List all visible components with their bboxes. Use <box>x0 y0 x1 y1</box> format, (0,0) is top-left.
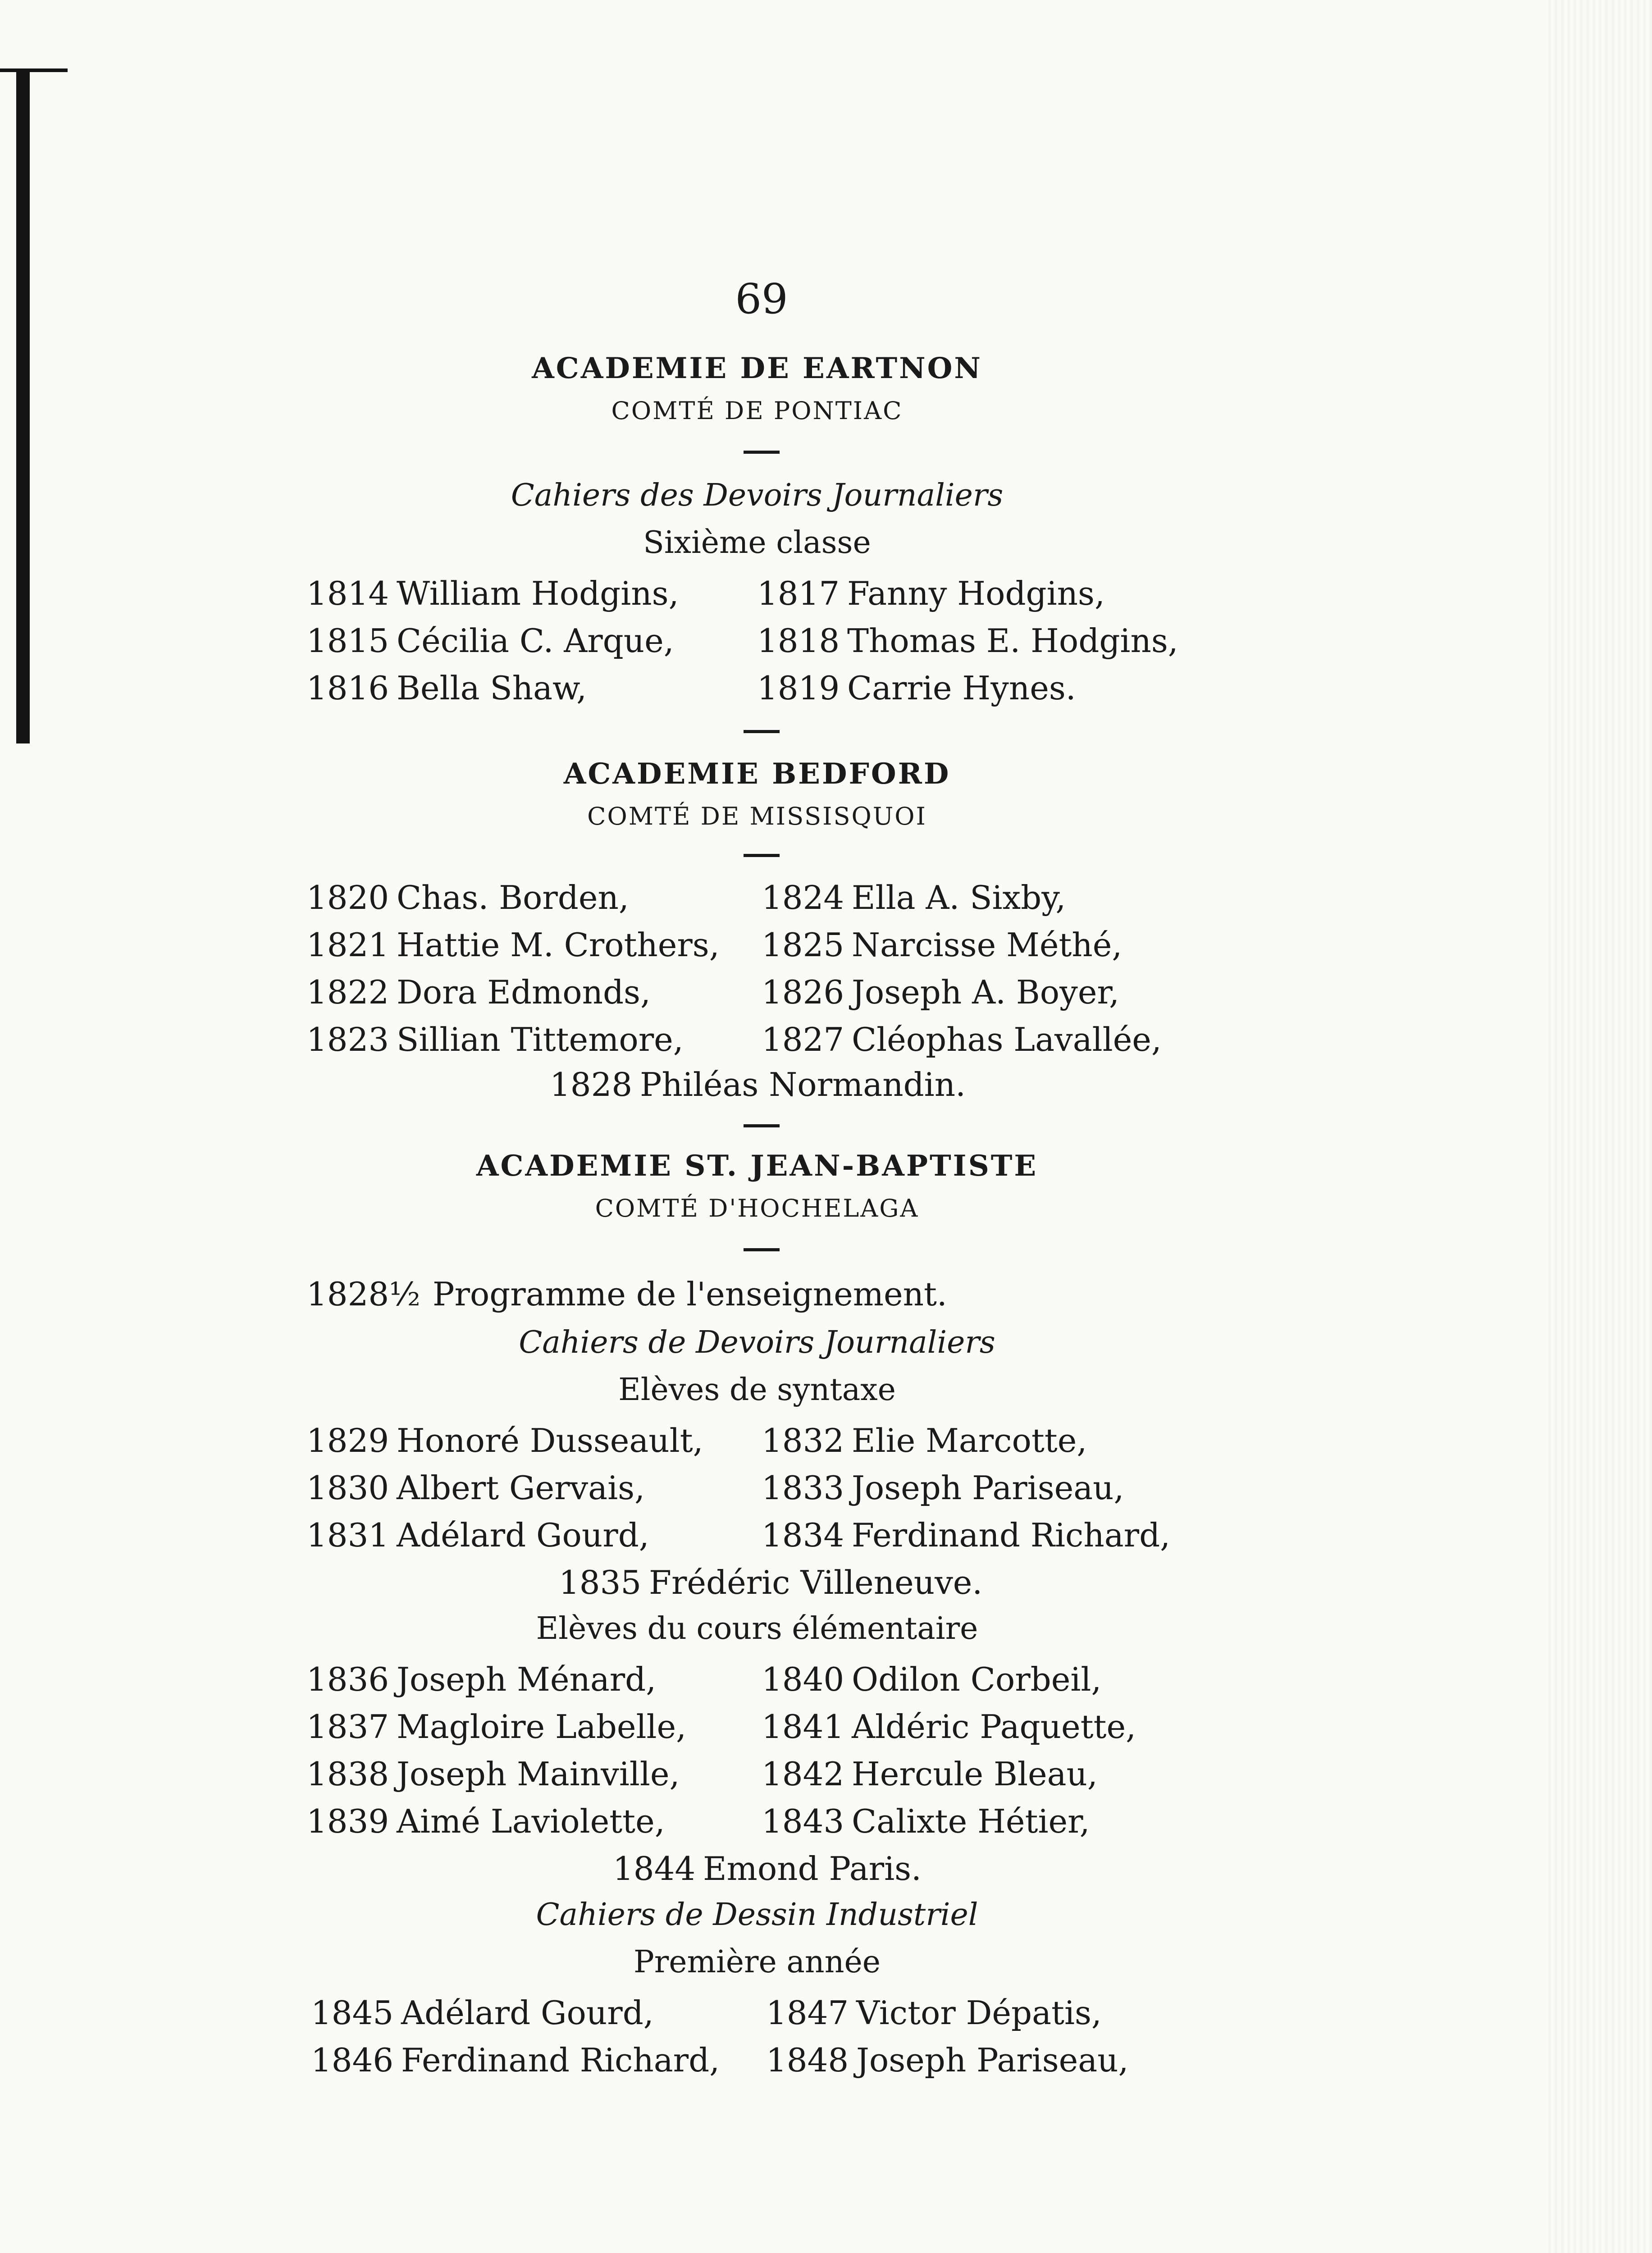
list-item: 1823 Sillian Tittemore, <box>306 1021 684 1058</box>
list-item: 1838 Joseph Mainville, <box>306 1755 680 1793</box>
list-item: 1821 Hattie M. Crothers, <box>306 926 720 964</box>
list-item: 1814 William Hodgins, <box>306 575 679 612</box>
list-item: 1818 Thomas E. Hodgins, <box>757 622 1178 660</box>
page-number: 69 <box>735 275 788 323</box>
section-county: COMTÉ DE MISSISQUOI <box>587 802 927 830</box>
programme-entry: 1828½ Programme de l'enseignement. <box>306 1275 947 1313</box>
list-item: 1846 Ferdinand Richard, <box>311 2041 720 2079</box>
list-item: 1830 Albert Gervais, <box>306 1469 645 1507</box>
section-end-dash <box>744 1124 780 1127</box>
list-item: 1839 Aimé Laviolette, <box>306 1802 665 1840</box>
list-item: 1843 Calixte Hétier, <box>762 1802 1090 1840</box>
section-dash <box>744 451 780 454</box>
section-subtitle: Cahiers des Devoirs Journaliers <box>511 478 1004 513</box>
group-label: Première année <box>634 1944 881 1980</box>
list-item: 1847 Victor Dépatis, <box>766 1994 1102 2032</box>
list-item: 1820 Chas. Borden, <box>306 879 629 917</box>
list-item: 1822 Dora Edmonds, <box>306 973 651 1011</box>
section-county: COMTÉ DE PONTIAC <box>611 397 903 425</box>
margin-rule <box>16 72 30 743</box>
center-entry: 1844 Emond Paris. <box>613 1850 922 1888</box>
section-dash <box>744 1248 780 1251</box>
center-entry: 1835 Frédéric Villeneuve. <box>559 1564 983 1601</box>
section-county: COMTÉ D'HOCHELAGA <box>595 1194 919 1222</box>
list-item: 1827 Cléophas Lavallée, <box>762 1021 1162 1058</box>
list-item: 1829 Honoré Dusseault, <box>306 1422 703 1459</box>
list-item: 1831 Adélard Gourd, <box>306 1516 649 1554</box>
group-label: Elèves du cours élémentaire <box>536 1611 978 1646</box>
group-label: Elèves de syntaxe <box>618 1372 896 1408</box>
list-item: 1816 Bella Shaw, <box>306 669 587 707</box>
list-item: 1825 Narcisse Méthé, <box>762 926 1123 964</box>
list-item: 1848 Joseph Pariseau, <box>766 2041 1129 2079</box>
list-item: 1824 Ella A. Sixby, <box>762 879 1066 917</box>
section-end-dash <box>744 730 780 733</box>
section-dash <box>744 854 780 857</box>
center-entry: 1828 Philéas Normandin. <box>550 1066 966 1104</box>
list-item: 1815 Cécilia C. Arque, <box>306 622 674 660</box>
list-item: 1819 Carrie Hynes. <box>757 669 1076 707</box>
margin-rule-cap <box>0 68 68 72</box>
page-edge-texture <box>1548 0 1652 2253</box>
list-item: 1832 Elie Marcotte, <box>762 1422 1087 1459</box>
section-title: ACADEMIE BEDFORD <box>563 757 951 791</box>
list-item: 1845 Adélard Gourd, <box>311 1994 654 2032</box>
list-item: 1826 Joseph A. Boyer, <box>762 973 1119 1011</box>
class-label: Sixième classe <box>643 525 871 561</box>
section-subtitle: Cahiers de Devoirs Journaliers <box>519 1325 995 1360</box>
list-item: 1836 Joseph Ménard, <box>306 1660 657 1698</box>
section-title: ACADEMIE DE EARTNON <box>532 351 982 385</box>
section-title: ACADEMIE ST. JEAN-BAPTISTE <box>476 1149 1038 1183</box>
list-item: 1841 Aldéric Paquette, <box>762 1708 1136 1746</box>
list-item: 1834 Ferdinand Richard, <box>762 1516 1171 1554</box>
list-item: 1833 Joseph Pariseau, <box>762 1469 1124 1507</box>
list-item: 1840 Odilon Corbeil, <box>762 1660 1102 1698</box>
drawing-title: Cahiers de Dessin Industriel <box>536 1897 978 1933</box>
list-item: 1817 Fanny Hodgins, <box>757 575 1105 612</box>
list-item: 1842 Hercule Bleau, <box>762 1755 1098 1793</box>
list-item: 1837 Magloire Labelle, <box>306 1708 687 1746</box>
